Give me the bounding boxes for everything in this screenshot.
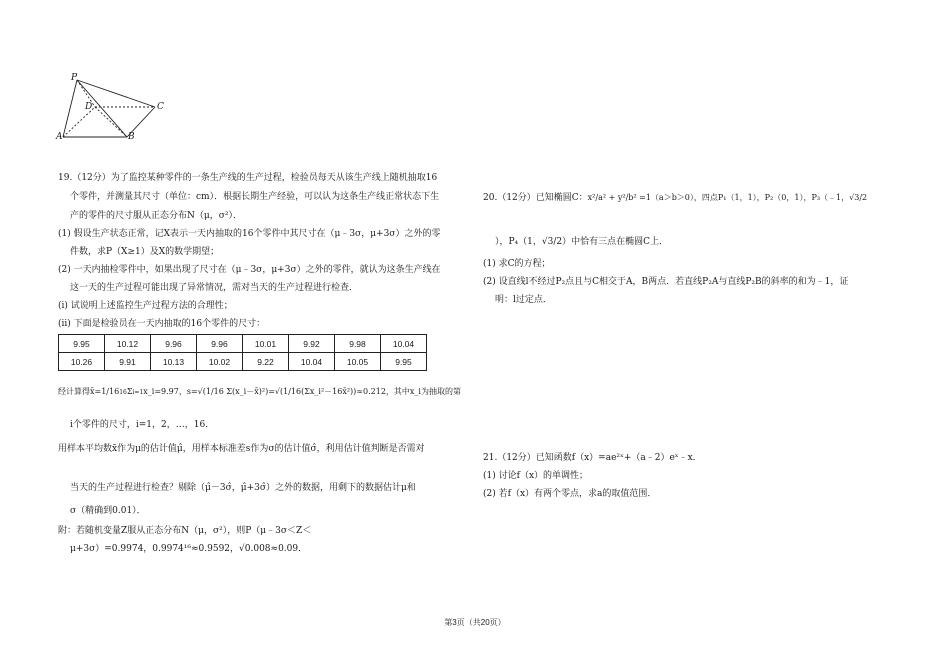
q19-part2-line1: (2) 一天内抽检零件中，如果出现了尺寸在（μ﹣3σ，μ+3σ）之外的零件，就认为这条生产线在	[58, 265, 441, 275]
table-cell: 9.96	[151, 335, 197, 353]
label-a: A	[56, 132, 63, 142]
calc-frac: 1/16	[101, 387, 120, 396]
table-cell: 10.05	[335, 353, 381, 371]
label-b: B	[128, 132, 135, 142]
table-cell: 9.95	[59, 335, 105, 353]
table-row	[59, 335, 427, 353]
q19-calc-line2: i个零件的尺寸，i=1，2，…，16．	[70, 420, 215, 430]
table-cell: 10.12	[105, 335, 151, 353]
q21-part2: (2) 若f（x）有两个零点，求a的取值范围．	[483, 489, 657, 499]
q19-estimate-line3: σ（精确到0.01）．	[70, 506, 146, 516]
edge-db	[95, 107, 127, 137]
q19-calc-line: 经计算得x̄=1/1616Σi=1x_i=9.97，s=√(1/16 Σ(x_i－x̄)²)=√(1/16(Σx_i²－16x̄²))≈0.212，其中x_i为抽取的第	[58, 387, 461, 396]
q19-intro-line2: 个零件，并测量其尺寸（单位：cm）．根据长期生产经验，可以认为这条生产线正常状态下生	[70, 192, 440, 202]
label-d: D	[85, 102, 93, 112]
calc-result: ≈0.212，其中x_i为抽取的第	[356, 387, 461, 396]
q20-part2-line2: 明：l过定点．	[495, 295, 552, 305]
table-cell: 9.91	[105, 353, 151, 371]
calc-prefix: 经计算得	[58, 387, 90, 396]
q19-sub-i: (ⅰ) 试说明上述监控生产过程方法的合理性；	[58, 301, 233, 311]
q20-ellipse-eq: x²/a² + y²/b² =1（a＞b＞0），四点P₁（1，1），P₂（0，1），P₃（﹣1，	[587, 193, 850, 202]
table-cell: 9.98	[335, 335, 381, 353]
table-cell: 9.22	[243, 353, 289, 371]
table-row	[59, 353, 427, 371]
table-cell: 9.96	[197, 335, 243, 353]
table-cell: 10.01	[243, 335, 289, 353]
q19-part1-line1: (1) 假设生产状态正常，记X表示一天内抽取的16个零件中其尺寸在（μ﹣3σ，μ+3σ）之外的零	[58, 229, 441, 239]
page-footer: 第3页（共20页）	[444, 618, 506, 627]
table-cell: 9.95	[381, 353, 427, 371]
calc-eq: =	[268, 387, 275, 396]
q20-part1: (1) 求C的方程；	[483, 259, 551, 269]
q20-line2: ），P₄（1，√3/2）中恰有三点在椭圆C上．	[495, 237, 668, 247]
q19-note-line1: 附：若随机变量Z服从正态分布N（μ，σ²），则P（μ﹣3σ＜Z＜	[58, 526, 312, 536]
q19-note-line2: μ+3σ）=0.9974，0.9974¹⁶≈0.9592，√0.008≈0.09．	[70, 544, 308, 554]
table-cell: 10.26	[59, 353, 105, 371]
q19-intro-line1: 19.（12分）为了监控某种零件的一条生产线的生产过程，检验员每天从该生产线上随机抽取16	[58, 173, 438, 183]
q20-line1	[483, 192, 867, 204]
q19-part1-line2: 件数，求P（X≥1）及X的数学期望；	[70, 247, 220, 257]
calc-sum-bot: i=1	[132, 389, 144, 396]
q19-intro-line3: 产的零件的尺寸服从正态分布N（μ，σ²）．	[70, 211, 242, 221]
label-c: C	[157, 102, 164, 112]
table-cell: 9.92	[289, 335, 335, 353]
q20-p3-frac: √3/2	[849, 193, 868, 202]
calc-sqrt1: √(1/16 Σ(x_i－x̄)²)	[197, 387, 269, 396]
q21-part1: (1) 讨论f（x）的单调性；	[483, 471, 589, 481]
label-p: P	[71, 73, 78, 83]
q19-estimate-line1: 用样本平均数x̄作为μ的估计值μ̂，用样本标准差s作为σ的估计值σ̂，利用估计值判断是否需对	[58, 444, 425, 454]
table-cell: 10.04	[381, 335, 427, 353]
q20-part2-line1: (2) 设直线l不经过P₂点且与C相交于A，B两点．若直线P₂A与直线P₂B的斜率的和为﹣1，证	[483, 277, 849, 287]
table-cell: 10.02	[197, 353, 243, 371]
calc-sqrt2: √(1/16(Σx_i²－16x̄²))	[274, 387, 357, 396]
calc-sum-top: 16	[119, 389, 127, 396]
q19-part2-line2: 这一天的生产过程可能出现了异常情况，需对当天的生产过程进行检查．	[70, 283, 359, 293]
edge-pa	[63, 80, 77, 137]
table-cell: 10.13	[151, 353, 197, 371]
q19-sub-ii: (ⅱ) 下面是检验员在一天内抽取的16个零件的尺寸：	[58, 319, 266, 329]
table-cell: 10.04	[289, 353, 335, 371]
calc-xbar: x̄=	[90, 387, 102, 396]
q20-intro: 20.（12分）已知椭圆C：	[483, 193, 588, 203]
calc-mean: x_i=9.97，s=	[143, 387, 198, 396]
q21-line1: 21.（12分）已知函数f（x）=ae²ˣ+（a﹣2）eˣ﹣x．	[483, 453, 702, 463]
sample-table	[58, 334, 427, 371]
q19-estimate-line2: 当天的生产过程进行检查？剔除（μ̂－3σ̂，μ̂+3σ̂）之外的数据，用剩下的数据估计μ和	[70, 483, 416, 493]
